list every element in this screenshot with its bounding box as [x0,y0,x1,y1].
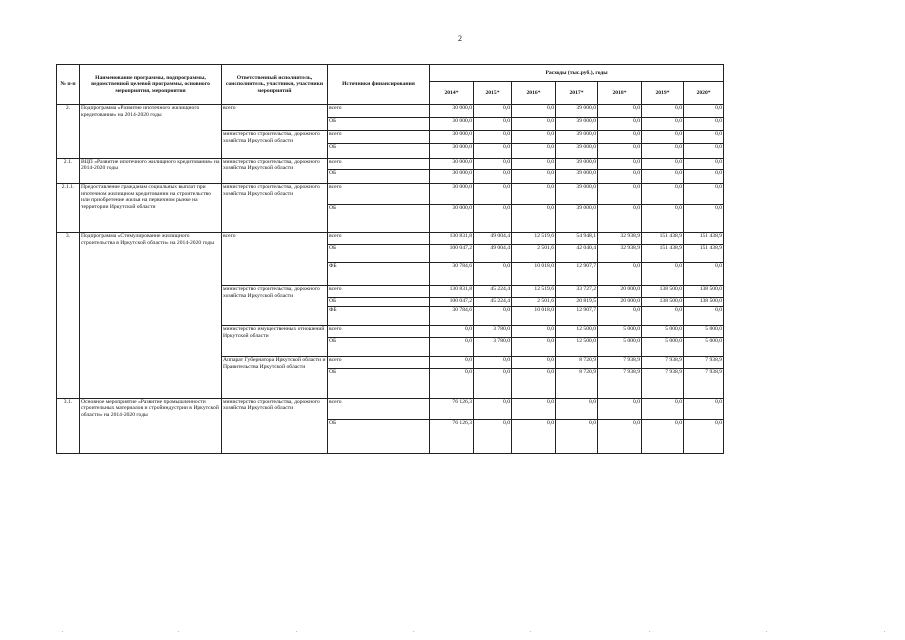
row-value: 0,0 [598,118,642,131]
row-value: 0,0 [684,158,724,170]
row-value: 42 040,4 [556,244,598,262]
row-responsible: Аппарат Губернатора Иркутской области и Правительства Иркутской области [222,357,328,398]
row-source: всего [328,286,430,298]
row-value: 151 438,9 [684,244,724,262]
row-value: 0,0 [512,338,556,357]
row-value: 12 519,6 [512,232,556,244]
table-row [57,398,724,419]
row-value: 138 500,0 [642,297,684,307]
row-value: 5 000,0 [642,326,684,338]
row-source: ОБ [328,118,430,131]
row-value: 0,0 [642,170,684,184]
row-name: Подпрограмма «Развитие ипотечного жилищного кредитования» на 2014-2020 годы [80,105,222,158]
page-number: 2 [458,34,462,43]
row-value: 0,0 [474,184,512,205]
header-year: 2019* [642,82,684,105]
row-value: 39 000,0 [556,130,598,143]
row-source: ФБ [328,307,430,326]
row-value: 39 000,0 [556,118,598,131]
row-value: 30 000,0 [430,170,474,184]
row-source: всего [328,158,430,170]
header-source: Источники финансирования [328,65,430,105]
row-name: Основное мероприятие «Развитие промышленности строительных материалов и стройиндустрии в Иркутской области» на 2014-2020 годы [80,398,222,453]
row-value: 0,0 [684,130,724,143]
row-value: 12 907,7 [556,307,598,326]
row-value: 0,0 [474,143,512,158]
row-source: всего [328,326,430,338]
row-value: 0,0 [512,105,556,118]
row-value: 39 000,0 [556,184,598,205]
row-responsible: министерство имущественных отношений Иркутской области [222,326,328,357]
row-value: 151 438,9 [642,232,684,244]
header-year: 2015* [474,82,512,105]
row-value: 39 000,0 [556,105,598,118]
row-responsible: министерство строительства, дорожного хозяйства Иркутской области [222,184,328,233]
row-value: 20 000,0 [598,286,642,298]
row-value: 0,0 [512,130,556,143]
row-value: 0,0 [430,338,474,357]
row-value: 54 948,1 [556,232,598,244]
row-value: 7 938,9 [684,368,724,398]
row-value: 0,0 [684,419,724,453]
row-value: 12 500,0 [556,326,598,338]
row-value: 49 004,4 [474,244,512,262]
row-value: 30 000,0 [430,158,474,170]
expenditure-table [56,64,724,454]
row-source: ОБ [328,297,430,307]
row-value: 7 938,9 [684,357,724,369]
row-value: 0,0 [474,158,512,170]
row-value: 45 224,4 [474,286,512,298]
row-value: 5 000,0 [684,326,724,338]
row-number: 2.1.1. [57,184,80,233]
header-name: Наименование программы, подпрограммы, ведомственной целевой программы, основного мероприятия, мероприятия [80,65,222,105]
row-value: 0,0 [598,205,642,233]
row-value: 10 018,0 [512,307,556,326]
row-value: 45 224,4 [474,297,512,307]
header-year: 2016* [512,82,556,105]
row-value: 0,0 [598,262,642,285]
row-value: 0,0 [642,130,684,143]
row-value: 0,0 [512,398,556,419]
row-value: 0,0 [684,307,724,326]
row-value: 0,0 [598,105,642,118]
row-value: 0,0 [598,419,642,453]
row-value: 0,0 [474,419,512,453]
row-source: ОБ [328,338,430,357]
row-value: 0,0 [684,262,724,285]
table-row [57,105,724,118]
row-value: 0,0 [430,326,474,338]
row-value: 8 720,9 [556,368,598,398]
row-value: 0,0 [684,205,724,233]
row-value: 0,0 [598,398,642,419]
row-value: 20 819,5 [556,297,598,307]
row-value: 0,0 [512,158,556,170]
row-value: 0,0 [642,307,684,326]
row-value: 39 000,0 [556,205,598,233]
row-value: 0,0 [598,307,642,326]
row-source: ОБ [328,143,430,158]
row-value: 0,0 [474,357,512,369]
table-row [57,158,724,170]
row-value: 0,0 [474,105,512,118]
row-source: ОБ [328,244,430,262]
row-value: 0,0 [642,262,684,285]
row-name: Подпрограмма «Стимулирование жилищного строительства в Иркутской области» на 2014-2020 годы [80,232,222,398]
row-value: 12 500,0 [556,338,598,357]
row-number: 2. [57,105,80,158]
row-value: 0,0 [642,105,684,118]
row-value: 0,0 [598,184,642,205]
row-value: 0,0 [430,357,474,369]
row-value: 0,0 [642,143,684,158]
row-value: 2 501,6 [512,297,556,307]
row-number: 3.1. [57,398,80,453]
row-value: 0,0 [474,118,512,131]
row-value: 0,0 [512,419,556,453]
header-year: 2017* [556,82,598,105]
row-source: ОБ [328,419,430,453]
row-value: 0,0 [430,368,474,398]
row-value: 0,0 [684,143,724,158]
row-value: 20 000,0 [598,297,642,307]
row-value: 0,0 [474,130,512,143]
row-value: 0,0 [598,130,642,143]
row-source: всего [328,130,430,143]
header-expenses: Расходы (тыс.руб.), годы [430,65,724,82]
row-value: 0,0 [556,398,598,419]
row-value: 0,0 [474,205,512,233]
row-value: 151 438,9 [684,232,724,244]
row-source: всего [328,232,430,244]
table-row [57,232,724,244]
row-value: 0,0 [474,307,512,326]
row-value: 130 831,8 [430,286,474,298]
row-responsible: министерство строительства, дорожного хозяйства Иркутской области [222,398,328,453]
row-value: 5 000,0 [598,338,642,357]
row-value: 30 784,6 [430,262,474,285]
row-value: 33 727,2 [556,286,598,298]
header-no: № п-п [57,65,80,105]
row-value: 0,0 [512,170,556,184]
row-number: 2.1. [57,158,80,184]
row-value: 7 938,9 [598,357,642,369]
row-responsible: министерство строительства, дорожного хозяйства Иркутской области [222,286,328,326]
row-value: 0,0 [512,118,556,131]
row-value: 0,0 [474,170,512,184]
row-value: 7 938,9 [642,357,684,369]
row-value: 0,0 [642,205,684,233]
row-source: ФБ [328,262,430,285]
row-value: 130 831,8 [430,232,474,244]
row-value: 0,0 [598,158,642,170]
row-name: ВЦП «Развитие ипотечного жилищного кредитования» на 2014-2020 годы [80,158,222,184]
row-value: 0,0 [684,184,724,205]
row-value: 32 938,9 [598,244,642,262]
row-responsible: министерство строительства, дорожного хозяйства Иркутской области [222,158,328,184]
row-value: 0,0 [512,368,556,398]
row-value: 0,0 [512,357,556,369]
row-value: 39 000,0 [556,143,598,158]
row-value: 3 780,0 [474,326,512,338]
row-value: 39 000,0 [556,158,598,170]
row-value: 138 500,0 [684,297,724,307]
row-value: 76 126,3 [430,419,474,453]
row-value: 32 938,9 [598,232,642,244]
row-value: 0,0 [642,398,684,419]
row-value: 0,0 [642,118,684,131]
row-value: 30 000,0 [430,205,474,233]
row-value: 0,0 [512,326,556,338]
row-value: 8 720,9 [556,357,598,369]
row-value: 30 000,0 [430,118,474,131]
header-year: 2020* [684,82,724,105]
row-value: 30 000,0 [430,184,474,205]
row-source: ОБ [328,170,430,184]
row-value: 100 047,2 [430,297,474,307]
row-source: ОБ [328,205,430,233]
row-value: 0,0 [642,419,684,453]
row-value: 30 000,0 [430,143,474,158]
row-responsible: всего [222,232,328,285]
row-value: 0,0 [474,398,512,419]
row-value: 30 000,0 [430,105,474,118]
row-value: 3 780,0 [474,338,512,357]
row-value: 0,0 [642,184,684,205]
header-year: 2018* [598,82,642,105]
row-value: 7 938,9 [598,368,642,398]
row-source: ОБ [328,368,430,398]
row-value: 0,0 [598,170,642,184]
row-value: 0,0 [474,262,512,285]
row-value: 0,0 [642,158,684,170]
row-responsible: министерство строительства, дорожного хозяйства Иркутской области [222,130,328,158]
row-value: 76 126,3 [430,398,474,419]
row-value: 0,0 [684,170,724,184]
row-value: 0,0 [512,143,556,158]
row-value: 30 784,6 [430,307,474,326]
row-value: 5 000,0 [684,338,724,357]
row-value: 0,0 [512,205,556,233]
scan-marks: . . . . . . . . [62,628,886,634]
row-name: Предоставление гражданам социальных выплат при ипотечном жилищном кредитовании на строительство или приобретение жилья на первичном рынке на территории Иркутской области [80,184,222,233]
row-value: 39 000,0 [556,170,598,184]
table-row [57,184,724,205]
row-source: всего [328,357,430,369]
row-value: 100 047,2 [430,244,474,262]
row-responsible: всего [222,105,328,131]
row-value: 2 501,6 [512,244,556,262]
row-value: 0,0 [684,105,724,118]
row-value: 0,0 [598,143,642,158]
row-value: 12 907,7 [556,262,598,285]
row-value: 5 000,0 [642,338,684,357]
row-source: всего [328,184,430,205]
row-source: всего [328,398,430,419]
row-value: 49 004,4 [474,232,512,244]
row-value: 0,0 [684,398,724,419]
header-year: 2014* [430,82,474,105]
row-value: 138 500,0 [684,286,724,298]
row-value: 30 000,0 [430,130,474,143]
row-value: 151 438,9 [642,244,684,262]
row-value: 7 938,9 [642,368,684,398]
row-value: 138 500,0 [642,286,684,298]
row-source: всего [328,105,430,118]
row-value: 5 000,0 [598,326,642,338]
row-value: 12 519,6 [512,286,556,298]
header-responsible: Ответственный исполнитель, соисполнитель, участники, участники мероприятий [222,65,328,105]
row-value: 0,0 [512,184,556,205]
row-value: 10 018,0 [512,262,556,285]
row-value: 0,0 [474,368,512,398]
row-number: 3. [57,232,80,398]
row-value: 0,0 [684,118,724,131]
row-value: 0,0 [556,419,598,453]
